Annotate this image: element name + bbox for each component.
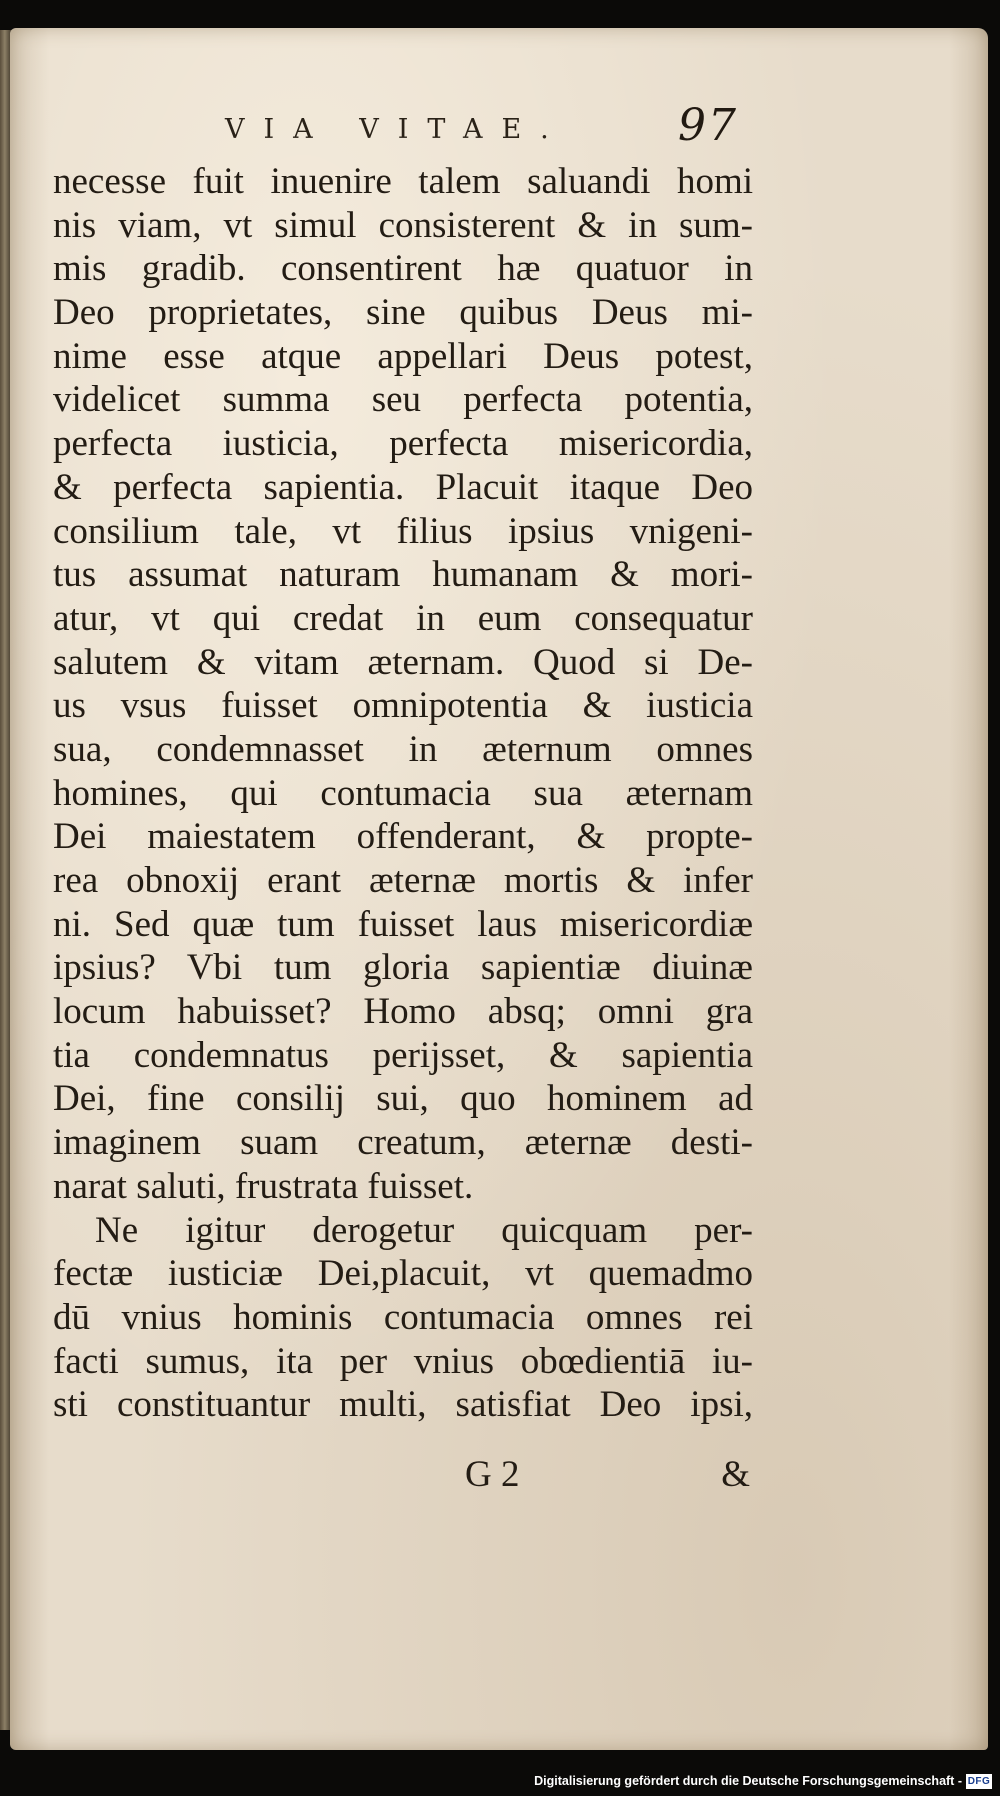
text-line: ipsius? Vbi tum gloria sapientiæ diuinæ bbox=[53, 947, 753, 989]
text-line: & perfecta sapientia. Placuit itaque Deo bbox=[53, 466, 753, 508]
text-line: nis viam, vt simul consisterent & in sum- bbox=[53, 204, 753, 246]
text-line: perfecta iusticia, perfecta misericordia, bbox=[53, 423, 753, 465]
text-line: imaginem suam creatum, æternæ desti- bbox=[53, 1122, 753, 1164]
text-line: sti constituantur multi, satisfiat Deo ipsi, bbox=[53, 1384, 753, 1426]
text-line: salutem & vitam æternam. Quod si De- bbox=[53, 641, 753, 683]
text-line: tia condemnatus perijsset, & sapientia bbox=[53, 1034, 753, 1076]
page-number: 97 bbox=[678, 100, 738, 151]
text-line: facti sumus, ita per vnius obœdientiā iu- bbox=[53, 1340, 753, 1382]
paragraph-start-line: Ne igitur derogetur quicquam per- bbox=[95, 1209, 753, 1251]
dfg-logo: DFG bbox=[967, 1776, 991, 1787]
paragraph-end-line: narat saluti, frustrata fuisset. bbox=[53, 1165, 474, 1207]
text-line: videlicet summa seu perfecta potentia, bbox=[53, 379, 753, 421]
text-line: fectæ iusticiæ Dei,placuit, vt quemadmo bbox=[53, 1253, 753, 1295]
text-line: atur, vt qui credat in eum consequatur bbox=[53, 597, 753, 639]
funding-credit-text: Digitalisierung gefördert durch die Deutsche Forschungsgemeinschaft - bbox=[534, 1774, 962, 1788]
text-line: Dei maiestatem offenderant, & propte- bbox=[53, 816, 753, 858]
book-page bbox=[10, 28, 988, 1750]
text-line: Deo proprietates, sine quibus Deus mi- bbox=[53, 292, 753, 334]
gathering-signature: G 2 bbox=[465, 1454, 520, 1495]
digitization-credit-bar bbox=[0, 1770, 1000, 1796]
text-line: dū vnius hominis contumacia omnes rei bbox=[53, 1296, 753, 1338]
text-line: nime esse atque appellari Deus potest, bbox=[53, 335, 753, 377]
text-line: rea obnoxij erant æternæ mortis & infer bbox=[53, 860, 753, 901]
running-title: VIA VITAE. bbox=[225, 114, 568, 145]
text-line: necesse fuit inuenire talem saluandi homi bbox=[53, 161, 753, 202]
text-line: tus assumat naturam humanam & mori- bbox=[53, 554, 753, 596]
text-line: consilium tale, vt filius ipsius vnigeni- bbox=[53, 510, 753, 552]
text-line: Dei, fine consilij sui, quo hominem ad bbox=[53, 1078, 753, 1120]
text-line: locum habuisset? Homo absq; omni gra bbox=[53, 991, 753, 1033]
page-header bbox=[10, 28, 988, 151]
text-line: ni. Sed quæ tum fuisset laus misericordiæ bbox=[53, 903, 753, 945]
main-text-block bbox=[53, 160, 753, 1427]
text-line: us vsus fuisset omnipotentia & iusticia bbox=[53, 685, 753, 727]
catchword: & bbox=[721, 1454, 750, 1495]
text-line: homines, qui contumacia sua æternam bbox=[53, 772, 753, 814]
text-line: mis gradib. consentirent hæ quatuor in bbox=[53, 248, 753, 290]
text-line: sua, condemnasset in æternum omnes bbox=[53, 728, 753, 770]
